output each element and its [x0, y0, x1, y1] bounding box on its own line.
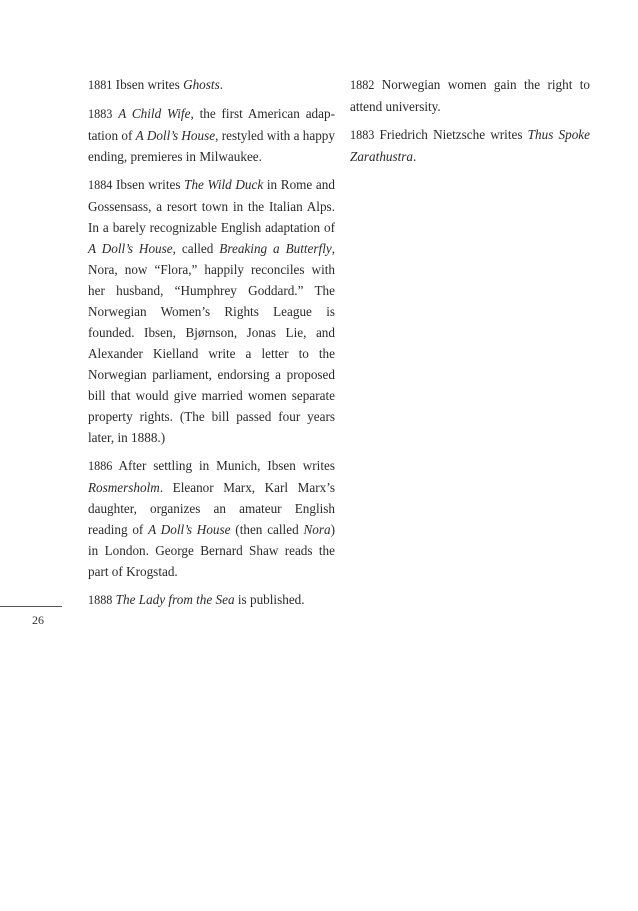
italic-title-text: Breaking a Butterfly [219, 241, 332, 256]
entry-text: Ibsen writes [112, 77, 184, 92]
timeline-year: 1888 [88, 593, 113, 607]
italic-title-text: A Child Wife [118, 106, 191, 121]
timeline-left-column [88, 74, 335, 618]
entry-text: , Nora, now “Flora,” happily reconciles with her husband, “Humphrey Goddard.” The Norwegian Women’s Rights League is founded. Ibsen, Bjørnson, Jonas Lie, and Alexander Kielland write a letter to the Norwegian parliament, endorsing a proposed bill that would give married women separate property rights. (The bill passed four years later, in 1888.) [88, 241, 336, 445]
entry-text: Friedrich Nietzsche writes [374, 127, 528, 142]
entry-text: (then called [230, 522, 304, 537]
italic-title-text: A Doll’s House [88, 241, 173, 256]
italic-title-text: Rosmersholm [88, 480, 160, 495]
entry-text: Ibsen writes [112, 177, 185, 192]
italic-title-text: Ghosts [183, 77, 220, 92]
timeline-year: 1883 [88, 107, 113, 121]
italic-title-text: The Wild Duck [184, 177, 264, 192]
timeline-entry [88, 174, 335, 448]
entry-text: in Rome and Gossensass, a resort town in the Italian Alps. In a barely recognizable English adaptation of [88, 177, 335, 235]
timeline-entry [350, 124, 590, 167]
italic-title-text: A Doll’s House [135, 128, 216, 143]
entry-text: is published. [234, 592, 305, 607]
timeline-entry [88, 103, 335, 167]
timeline-entry [88, 589, 335, 611]
timeline-year: 1886 [88, 459, 113, 473]
entry-text: . Eleanor Marx, Karl Marx’s daughter, organizes an amateur English reading of [88, 480, 335, 537]
timeline-entry [88, 455, 335, 582]
timeline-entry [88, 74, 335, 96]
entry-text: . [219, 77, 223, 92]
entry-text: , called [172, 241, 220, 256]
page-number: 26 [32, 613, 44, 627]
entry-text: , restyled with a happy ending, premieres in Milwaukee. [88, 128, 335, 164]
timeline-year: 1883 [350, 128, 375, 142]
timeline-year: 1882 [350, 78, 375, 92]
entry-text: After settling in Munich, Ibsen writes [112, 458, 335, 473]
timeline-entry [350, 74, 590, 117]
italic-title-text: Nora [303, 522, 331, 537]
timeline-year: 1884 [88, 178, 113, 192]
timeline-year: 1881 [88, 78, 113, 92]
entry-text: ) in London. George Bernard Shaw reads the part of Krogstad. [88, 522, 335, 579]
page-number-rule [0, 606, 62, 607]
entry-text: . [413, 149, 417, 164]
italic-title-text: A Doll’s House [148, 522, 231, 537]
italic-title-text: The Lady from the Sea [115, 592, 235, 607]
italic-title-text: Thus Spoke Zarathustra [350, 127, 590, 164]
timeline-right-column [350, 74, 590, 174]
entry-text: Norwegian women gain the right to attend university. [350, 77, 590, 114]
entry-text: , the first American adaptation of [88, 106, 335, 143]
